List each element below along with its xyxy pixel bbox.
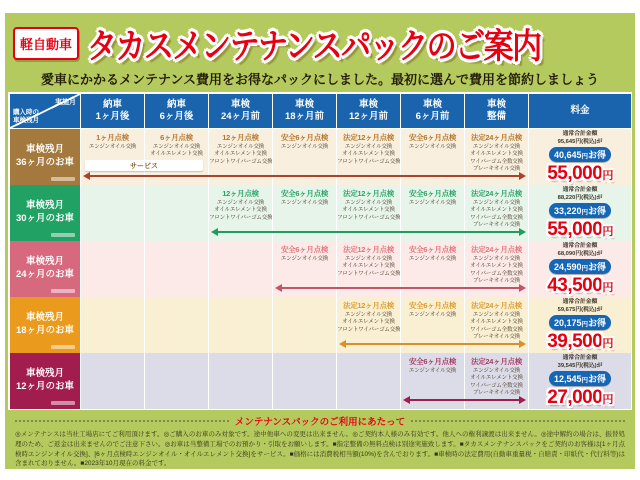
column-header-5: 車検 12ヶ月前 xyxy=(337,94,400,128)
inspection-item: ブレーキオイル交換 xyxy=(472,166,521,173)
inspection-item: エンジンオイル交換 xyxy=(280,256,329,262)
inspection-item: オイルエレメント交換 xyxy=(150,151,203,158)
pack-price: 43,500円 xyxy=(547,275,613,297)
inspection-cell xyxy=(209,353,272,409)
inspection-title: 安全6ヶ月点検 xyxy=(280,133,329,142)
inspection-item: エンジンオイル交換 xyxy=(408,312,457,318)
inspection-item: フロントワイパーゴム交換 xyxy=(337,270,400,277)
row-label-footnote xyxy=(51,289,75,293)
inspection-title: 法定12ヶ月点検 xyxy=(343,189,394,198)
price-cell xyxy=(529,353,631,409)
normal-price-value: 59,675円(税込)が xyxy=(557,306,603,313)
inspection-title: 法定24ヶ月点検 xyxy=(471,189,522,198)
row-label-footnote xyxy=(51,345,75,349)
row-label: 車検残月 18ヶ月のお車 xyxy=(10,297,80,353)
column-header-4: 車検 18ヶ月前 xyxy=(273,94,336,128)
row-label: 車検残月 24ヶ月のお車 xyxy=(10,241,80,297)
inspection-item: ワイパーゴム全数交換 xyxy=(470,326,523,333)
inspection-item: ブレーキオイル交換 xyxy=(472,334,521,341)
column-header-3: 車検 24ヶ月前 xyxy=(209,94,272,128)
price-cell xyxy=(529,241,631,297)
inspection-title: 法定24ヶ月点検 xyxy=(471,133,522,142)
footer-heading-row xyxy=(15,414,625,428)
inspection-cell xyxy=(81,297,144,353)
row-label: 車検残月 36ヶ月のお車 xyxy=(10,129,80,185)
pack-price: 39,500円 xyxy=(547,331,613,353)
inspection-cell xyxy=(145,297,208,353)
inspection-title: 12ヶ月点検 xyxy=(222,133,259,142)
inspection-item: エンジンオイル交換 xyxy=(408,368,457,374)
inspection-item: エンジンオイル交換 xyxy=(344,144,393,150)
inspection-item: オイルエレメント交換 xyxy=(470,375,523,382)
inspection-item: オイルエレメント交換 xyxy=(342,151,395,158)
inspection-item: フロントワイパーゴム交換 xyxy=(337,214,400,221)
price-cell xyxy=(529,129,631,185)
inspection-title: 安全6ヶ月点検 xyxy=(408,301,457,310)
inspection-item: エンジンオイル交換 xyxy=(216,200,265,206)
inspection-title: 安全6ヶ月点検 xyxy=(408,133,457,142)
kei-car-badge: 軽自動車 xyxy=(13,27,79,60)
inspection-item: オイルエレメント交換 xyxy=(214,151,267,158)
corner-top-label: 実施月 xyxy=(55,99,76,106)
page-title: タカスメンテナンスパックのご案内 xyxy=(87,28,541,66)
pack-price: 55,000円 xyxy=(547,163,613,185)
flyer-background xyxy=(5,13,635,469)
inspection-item: エンジンオイル交換 xyxy=(472,200,521,206)
inspection-cell xyxy=(81,353,144,409)
inspection-cell xyxy=(145,185,208,241)
row-label-footnote xyxy=(51,233,75,237)
inspection-cell xyxy=(145,241,208,297)
inspection-item: エンジンオイル交換 xyxy=(408,144,457,150)
dotted-divider-left xyxy=(15,420,229,422)
discount-badge: 20,175円お得 xyxy=(549,315,611,330)
inspection-item: オイルエレメント交換 xyxy=(470,319,523,326)
inspection-cell xyxy=(337,353,400,409)
column-header-2: 納車 6ヶ月後 xyxy=(145,94,208,128)
discount-badge: 40,645円お得 xyxy=(549,147,611,162)
inspection-cell xyxy=(273,353,336,409)
inspection-item: ワイパーゴム全数交換 xyxy=(470,158,523,165)
inspection-item: エンジンオイル交換 xyxy=(472,256,521,262)
period-arrow xyxy=(217,231,520,233)
dotted-divider-right xyxy=(411,420,625,422)
inspection-title: 安全6ヶ月点検 xyxy=(408,189,457,198)
inspection-item: ワイパーゴム全数交換 xyxy=(470,214,523,221)
inspection-item: エンジンオイル交換 xyxy=(280,144,329,150)
maintenance-table xyxy=(8,92,632,410)
price-cell xyxy=(529,297,631,353)
inspection-item: エンジンオイル交換 xyxy=(344,256,393,262)
corner-bottom-label: 購入時の 車検残月 xyxy=(13,108,39,124)
inspection-item: エンジンオイル交換 xyxy=(472,312,521,318)
inspection-item: ブレーキオイル交換 xyxy=(472,278,521,285)
inspection-item: オイルエレメント交換 xyxy=(342,263,395,270)
period-arrow xyxy=(89,175,520,177)
inspection-title: 法定24ヶ月点検 xyxy=(471,357,522,366)
inspection-cell xyxy=(273,297,336,353)
table-row-3 xyxy=(10,241,630,296)
price-cell xyxy=(529,185,631,241)
normal-price-value: 68,090円(税込)が xyxy=(557,250,603,257)
pack-price: 27,000円 xyxy=(547,387,613,409)
period-arrow xyxy=(409,399,520,401)
inspection-cell xyxy=(81,185,144,241)
column-header-8: 料金 xyxy=(529,94,631,128)
inspection-item: エンジンオイル交換 xyxy=(472,144,521,150)
inspection-cell xyxy=(209,241,272,297)
inspection-title: 安全6ヶ月点検 xyxy=(280,189,329,198)
inspection-item: エンジンオイル交換 xyxy=(216,144,265,150)
inspection-title: 安全6ヶ月点検 xyxy=(408,245,457,254)
inspection-item: オイルエレメント交換 xyxy=(342,319,395,326)
row-label: 車検残月 12ヶ月のお車 xyxy=(10,353,80,409)
normal-price-value: 95,645円(税込)が xyxy=(557,138,603,145)
corner-header-cell xyxy=(10,94,80,128)
inspection-cell xyxy=(209,297,272,353)
column-header-6: 車検 6ヶ月前 xyxy=(401,94,464,128)
inspection-item: エンジンオイル交換 xyxy=(408,200,457,206)
column-header-7: 車検 整備 xyxy=(465,94,528,128)
flyer-header xyxy=(13,20,629,66)
inspection-item: オイルエレメント交換 xyxy=(214,207,267,214)
table-row-2 xyxy=(10,185,630,240)
inspection-item: ワイパーゴム全数交換 xyxy=(470,270,523,277)
period-arrow xyxy=(345,343,520,345)
inspection-item: エンジンオイル交換 xyxy=(152,144,201,150)
inspection-item: エンジンオイル交換 xyxy=(472,368,521,374)
page-subtitle: 愛車にかかるメンテナンス費用をお得なパックにしました。最初に選んで費用を節約しましょう xyxy=(41,72,599,87)
inspection-item: ブレーキオイル交換 xyxy=(472,390,521,397)
inspection-title: 安全6ヶ月点検 xyxy=(408,357,457,366)
inspection-item: エンジンオイル交換 xyxy=(344,200,393,206)
period-arrow xyxy=(281,287,520,289)
row-label-footnote xyxy=(51,177,75,181)
inspection-title: 法定24ヶ月点検 xyxy=(471,301,522,310)
inspection-title: 法定12ヶ月点検 xyxy=(343,301,394,310)
normal-price-value: 39,545円(税込)が xyxy=(557,362,603,369)
inspection-item: フロントワイパーゴム交換 xyxy=(209,158,272,165)
inspection-title: 6ヶ月点検 xyxy=(160,133,193,142)
row-label: 車検残月 30ヶ月のお車 xyxy=(10,185,80,241)
table-row-4 xyxy=(10,297,630,352)
discount-badge: 24,590円お得 xyxy=(549,259,611,274)
inspection-item: エンジンオイル交換 xyxy=(408,256,457,262)
inspection-item: エンジンオイル交換 xyxy=(344,312,393,318)
inspection-title: 法定12ヶ月点検 xyxy=(343,133,394,142)
inspection-item: フロントワイパーゴム交換 xyxy=(337,158,400,165)
inspection-item: フロントワイパーゴム交換 xyxy=(337,326,400,333)
normal-price-label: 通常合計金額 xyxy=(562,355,598,361)
inspection-cell xyxy=(81,241,144,297)
discount-badge: 12,545円お得 xyxy=(549,371,611,386)
discount-badge: 33,220円お得 xyxy=(549,203,611,218)
normal-price-label: 通常合計金額 xyxy=(562,299,598,305)
inspection-title: 1ヶ月点検 xyxy=(96,133,129,142)
normal-price-label: 通常合計金額 xyxy=(562,243,598,249)
inspection-title: 法定12ヶ月点検 xyxy=(343,245,394,254)
inspection-item: オイルエレメント交換 xyxy=(470,207,523,214)
inspection-cell xyxy=(145,353,208,409)
table-row-5 xyxy=(10,353,630,408)
column-header-1: 納車 1ヶ月後 xyxy=(81,94,144,128)
inspection-item: オイルエレメント交換 xyxy=(470,263,523,270)
footer-heading: メンテナンスパックのご利用にあたって xyxy=(234,417,406,428)
inspection-item: エンジンオイル交換 xyxy=(88,144,137,150)
inspection-item: ブレーキオイル交換 xyxy=(472,222,521,229)
footer-disclaimer: ◎メンテナンスは当社工場店にてご利用頂けます。◎ご購入のお車のみ対象です。途中他車への変更は出来ません。◎ご契約本人様のみ有効です。他人への権利譲渡は出来ません。◎途中解約の場合は、振替処理のため、ご返金は出来ませんのでご注意下さい。◎お車は当整備工場でのお預かり・引取をお願いします。■指定整備の無料点検は別途実施致します。■タカスメンテナンスパックをご契約のお客様は[1ヶ月点検時エンジンオイル交換]、[6ヶ月点検時エンジンオイル・オイルエレメント交換]をサービス。■価格には消費税相当額(10%)を含んでおります。■車検時の法定費用(自動車重量税・自賠責・印紙代・代行料等)は含まれておりません。■2023年10月現在の料金です。 xyxy=(15,431,625,468)
service-note: サービス xyxy=(85,160,203,171)
inspection-item: オイルエレメント交換 xyxy=(342,207,395,214)
normal-price-label: 通常合計金額 xyxy=(562,131,598,137)
inspection-item: エンジンオイル交換 xyxy=(280,200,329,206)
inspection-title: 安全6ヶ月点検 xyxy=(280,245,329,254)
inspection-title: 法定24ヶ月点検 xyxy=(471,245,522,254)
table-row-1 xyxy=(10,129,630,184)
table-header-row xyxy=(10,94,630,128)
inspection-title: 12ヶ月点検 xyxy=(222,189,259,198)
inspection-item: オイルエレメント交換 xyxy=(470,151,523,158)
row-label-footnote xyxy=(51,401,75,405)
inspection-item: フロントワイパーゴム交換 xyxy=(209,214,272,221)
normal-price-value: 88,220円(税込)が xyxy=(557,194,603,201)
pack-price: 55,000円 xyxy=(547,219,613,241)
inspection-item: ワイパーゴム全数交換 xyxy=(470,382,523,389)
normal-price-label: 通常合計金額 xyxy=(562,187,598,193)
